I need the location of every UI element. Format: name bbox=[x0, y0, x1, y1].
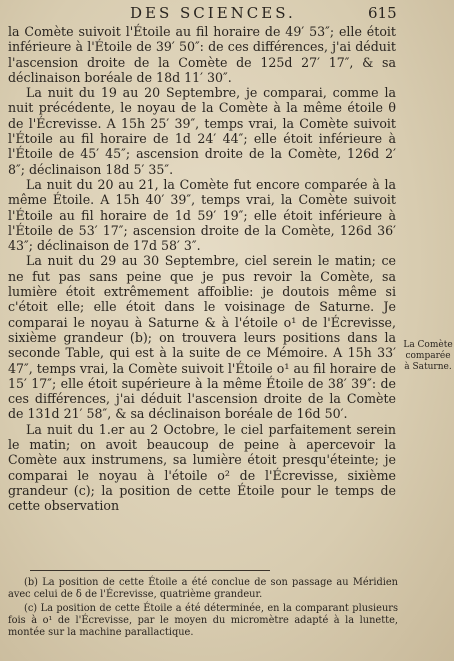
main-text bbox=[8, 24, 396, 514]
running-header bbox=[0, 4, 454, 22]
page-number: 615 bbox=[368, 4, 397, 22]
footnote-b: (b) La position de cette Étoile a été conclue de son passage au Méridien avec celui de δ de l'Écrevisse, quatrième grandeur. bbox=[8, 577, 398, 600]
footnote-c: (c) La position de cette Étoile a été déterminée, en la comparant plusieurs fois à o¹ de l'Écrevisse, par le moyen du micromètre adapté à la lunette, montée sur la machine parallactique. bbox=[8, 603, 398, 638]
paragraph-5: La nuit du 1.er au 2 Octobre, le ciel parfaitement serein le matin; on avoit beaucoup de peine à apercevoir la Comète aux instrumens, sa lumière étoit presqu'éteinte; je comparai le noyau à l'étoile o² de l'Écrevisse, sixième grandeur (c); la position de cette Étoile pour le temps de cette observation bbox=[8, 421, 396, 514]
paragraph-3: La nuit du 20 au 21, la Comète fut encore comparée à la même Étoile. A 15h 40′ 39″, temps vrai, la Comète suivoit l'Étoile au fil horaire de 1d 59′ 19″; elle étoit inférieure à l'Étoile de 53′ 17″; ascension droite de la Comète, 126d 36′ 43″; déclinaison de 17d 58′ 3″. bbox=[8, 176, 396, 254]
paragraph-4: La nuit du 29 au 30 Septembre, ciel serein le matin; ce ne fut pas sans peine que je pus revoir la Comète, sa lumière étoit extrêmement affoiblie: je doutois même si c'étoit elle; elle étoit dans le voisinage de Saturne. Je comparai le noyau à Saturne & à l'étoile o¹ de l'Écrevisse, sixième grandeur (b); on trouvera leurs positions dans la seconde Table, qui est à la suite de ce Mémoire. A 15h 33′ 47″, temps vrai, la Comète suivoit l'Étoile o¹ au fil horaire de 15′ 17″; elle étoit supérieure à la même Étoile de 38′ 39″: de ces différences, j'ai déduit l'ascension droite de la Comète de 131d 21′ 58″, & sa déclinaison boréale de 16d 50′. bbox=[8, 253, 396, 422]
paragraph-2: La nuit du 19 au 20 Septembre, je comparai, comme la nuit précédente, le noyau de la Comète à la même étoile θ de l'Écrevisse. A 15h 25′ 39″, temps vrai, la Comète suivoit l'Étoile au fil horaire de 1d 24′ 44″; elle étoit inférieure à l'Étoile de 45′ 45″; ascension droite de la Comète, 126d 2′ 8″; déclinaison 18d 5′ 35″. bbox=[8, 85, 396, 177]
footnotes bbox=[8, 577, 398, 641]
paragraph-1: la Comète suivoit l'Étoile au fil horaire de 49′ 53″; elle étoit inférieure à l'Étoile de 39′ 50″: de ces différences, j'ai déduit l'ascension droite de la Comète de 125d 27′ 17″, & sa déclinaison boréale de 18d 11′ 30″. bbox=[8, 24, 396, 85]
margin-note: La Comète comparée à Saturne. bbox=[403, 340, 453, 372]
footnote-divider bbox=[30, 570, 270, 571]
running-title: DES SCIENCES. bbox=[130, 4, 296, 22]
